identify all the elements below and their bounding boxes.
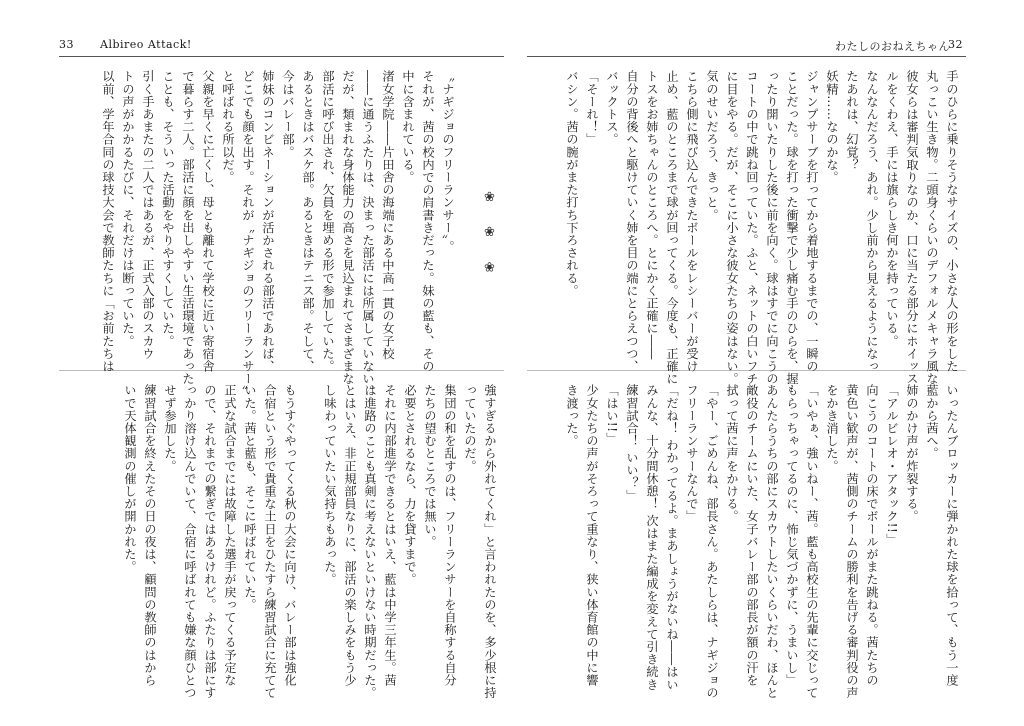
text-line: っかり溶け込んでいて、合宿に呼ばれても嫌な顔ひとつ (183, 384, 197, 699)
text-line: フリーランサーなんで」 (685, 384, 699, 523)
text-line: 丸っこい生き物。二頭身くらいのデフォルメキャラ風な (925, 70, 939, 385)
text-line: みんな、十分間休憩！ 次はまた編成を変えて引き続き (645, 384, 659, 691)
text-line: 「はい!!」 (605, 384, 619, 445)
text-line: バシン。茜の腕がまた打ち下ろされる。 (565, 70, 579, 297)
text-line: ったり開いたりした後に前を向く。球はすでに向こうの (765, 70, 779, 385)
text-line: なんなんだろう、あれ。少し前から見えるようになっ (865, 70, 879, 373)
text-line: 「やー、ごめんね、部長さん。あたしらは、ナギジョの (705, 384, 719, 699)
text-line: 〝ナギジョのフリーランサー〟。 (441, 70, 455, 253)
blank-line (300, 384, 320, 684)
left-page-number: 33 (59, 38, 74, 51)
text-line: ので、それまでの繋ぎではあるけれど。ふたりは部にす (203, 384, 217, 699)
text-line: あるときはバスケ部。あるときはテニス部。そして、 (301, 70, 315, 373)
right-page-number: 32 (948, 38, 963, 51)
text-line: ことだった。球を打った衝撃で少し痛む手のひらを、握 (785, 70, 799, 385)
text-line: と呼ばれる所以だ。 (221, 70, 235, 184)
text-line: 中に含まれている。 (401, 70, 415, 184)
text-line: 必要とされるなら、力を貸すまで。 (403, 384, 417, 586)
blank-line (458, 70, 478, 360)
text-line: 自分の背後へと駆けていく姉を目の端にとらえつつ、 (625, 70, 639, 373)
text-line: 少女たちの声がそろって重なり、狭い体育館の中に響 (585, 384, 599, 687)
text-line: ルをくわえ、手には旗らしき何かを持っている。 (885, 70, 899, 348)
text-line: をかき消した。 (825, 384, 839, 473)
text-line: 引く手あまたの二人ではあるが、正式入部のスカウ (141, 70, 155, 360)
right-header-rule (527, 56, 966, 57)
text-line: いた。茜と藍も、そこに呼ばれていた。 (243, 384, 257, 611)
text-line: だが、類まれな身体能力の高さを見込まれてさまざまな (341, 70, 355, 385)
text-line: いったんブロッカーに弾かれた球を拾って、もう一度 (945, 384, 959, 687)
text-line: 敵役のチームにいた、女子バレー部の部長が額の汗を (745, 384, 759, 687)
text-line: 藍から茜へ。 (925, 384, 939, 460)
text-line: 「そーれ！」 (585, 70, 599, 146)
text-line: 渚女学院――片田舎の海端にある中高一貫の女子校 (381, 70, 395, 360)
text-line: バックトス。 (605, 70, 619, 146)
text-line: 「アルビレオ・アタック!!」 (885, 384, 899, 546)
text-line: コートの中で跳ね回っていた。ふと、ネットの白いフチ (745, 70, 759, 385)
text-line: あんたらうちの部にスカウトしたいくらいだわ、ほんと (765, 384, 779, 699)
text-line: 正式な試合までには故障した選手が戻ってくる予定な (223, 384, 237, 687)
text-line: 止め、藍のところまで球が回ってくる。今度も、正確に (665, 70, 679, 385)
text-line: 合宿という形で貴重な土日をひたすら練習試合に充てて (263, 384, 277, 699)
left-column-divider (59, 370, 504, 371)
left-page-upper-text (60, 70, 500, 398)
text-line: トの声がかかるたびに、それだけは断っていた。 (121, 70, 135, 348)
text-line: 拭って茜に声をかける。 (725, 384, 739, 523)
text-line: ――に通うふたりは、決まった部活には所属していない。 (361, 70, 375, 398)
text-line: 「だね！ わかってるよ。まあしょうがないね――はい (665, 384, 679, 691)
text-line: それが、茜の校内での肩書きだった。妹の藍も、その (421, 70, 435, 373)
text-line: は進路のことも真剣に考えないといけない時期だった。 (363, 384, 377, 699)
text-line: 練習試合！ いい？」 (625, 384, 639, 502)
text-line: 黄色い歓声が、茜側のチームの勝利を告げる審判役の声 (845, 384, 859, 699)
left-page-lower-text (80, 384, 500, 699)
text-line: っていたのだ。 (463, 384, 477, 473)
left-header-rule (59, 56, 504, 57)
text-line: 強すぎるから外れてくれ」と言われたのを、多少根に持 (483, 384, 497, 699)
text-line: 妖精……なのかな。 (825, 70, 839, 184)
right-page-lower-text (565, 384, 962, 699)
text-line: 集団の和を乱すのは、フリーランサーを自称する自分 (443, 384, 457, 687)
text-line: に目をやる。だが、そこに小さな彼女たちの姿はない。 (725, 70, 739, 385)
text-line: 練習試合を終えたその日の夜は、顧問の教師のはから (143, 384, 157, 687)
text-line: 姉のかけ声が炸裂する。 (905, 384, 919, 523)
text-line: 向こうのコートの床でボールがまた跳ねる。茜たちの (865, 384, 879, 687)
text-line: どこでも顔を出す。それが〝ナギジョのフリーランサー〟 (241, 70, 255, 398)
text-line: 「いやぁ、強いねー、茜。藍も高校生の先輩に交じって (805, 384, 819, 699)
text-line: せず参加した。 (163, 384, 177, 473)
text-line: ことも、そういった活動をやりやすくしていた。 (161, 70, 175, 348)
text-line: ジャンプサーブを打ってから着地するまでの、一瞬の (805, 70, 819, 373)
right-page-upper-text (565, 70, 962, 385)
text-line: もうすぐやってくる秋の大会に向け、バレー部は強化 (283, 384, 297, 687)
text-line: 以前、学年合同の球技大会で教師たちに「お前たちは (101, 70, 115, 373)
text-line: いで天体観測の催しが開かれた。 (123, 384, 137, 573)
text-line: トスをお姉ちゃんのところへ。とにかく正確に―― (645, 70, 659, 360)
text-line: こちら側に飛び込んできたボールをレシーバーが受け (685, 70, 699, 373)
text-line: で暮らす二人。部活に顔を出しやすい生活環境であった (181, 70, 195, 385)
text-line: 姉妹のコンビネーションが活かされる部活であれば、 (261, 70, 275, 373)
text-line: 彼女らは審判気取りなのか、口に当たる部分にホイッス (905, 70, 919, 385)
scene-break-flowers: ❀ ❀ ❀ (482, 190, 497, 284)
text-line: し味わっていたい気持ちもあった。 (323, 384, 337, 586)
text-line: もらっちゃってるのに、怖じ気づかずに、うまいし」 (785, 384, 799, 687)
text-line: それに内部進学できるとはいえ、藍は中学三年生。茜 (383, 384, 397, 687)
text-line: たあれは、幻覚？ (845, 70, 859, 171)
text-line: 手のひらに乗りそうなサイズの、小さな人の形をした (945, 70, 959, 373)
right-running-title: わたしのおねえちゃん (835, 40, 950, 53)
text-line: 今はバレー部。 (281, 70, 295, 159)
text-line: たちの望むところでは無い。 (423, 384, 437, 548)
text-line: 気のせいだろう、きっと。 (705, 70, 719, 222)
left-running-title: Albireo Attack! (100, 38, 192, 51)
text-line: 父親を早くに亡くし、母とも離れて学校に近い寄宿舎 (201, 70, 215, 373)
text-line: 部活に呼び出され、欠員を埋める形で参加していた。 (321, 70, 335, 373)
text-line: き渡った。 (565, 384, 579, 447)
text-line: とはいえ、非正規部員なりに、部活の楽しみをもう少 (343, 384, 357, 687)
